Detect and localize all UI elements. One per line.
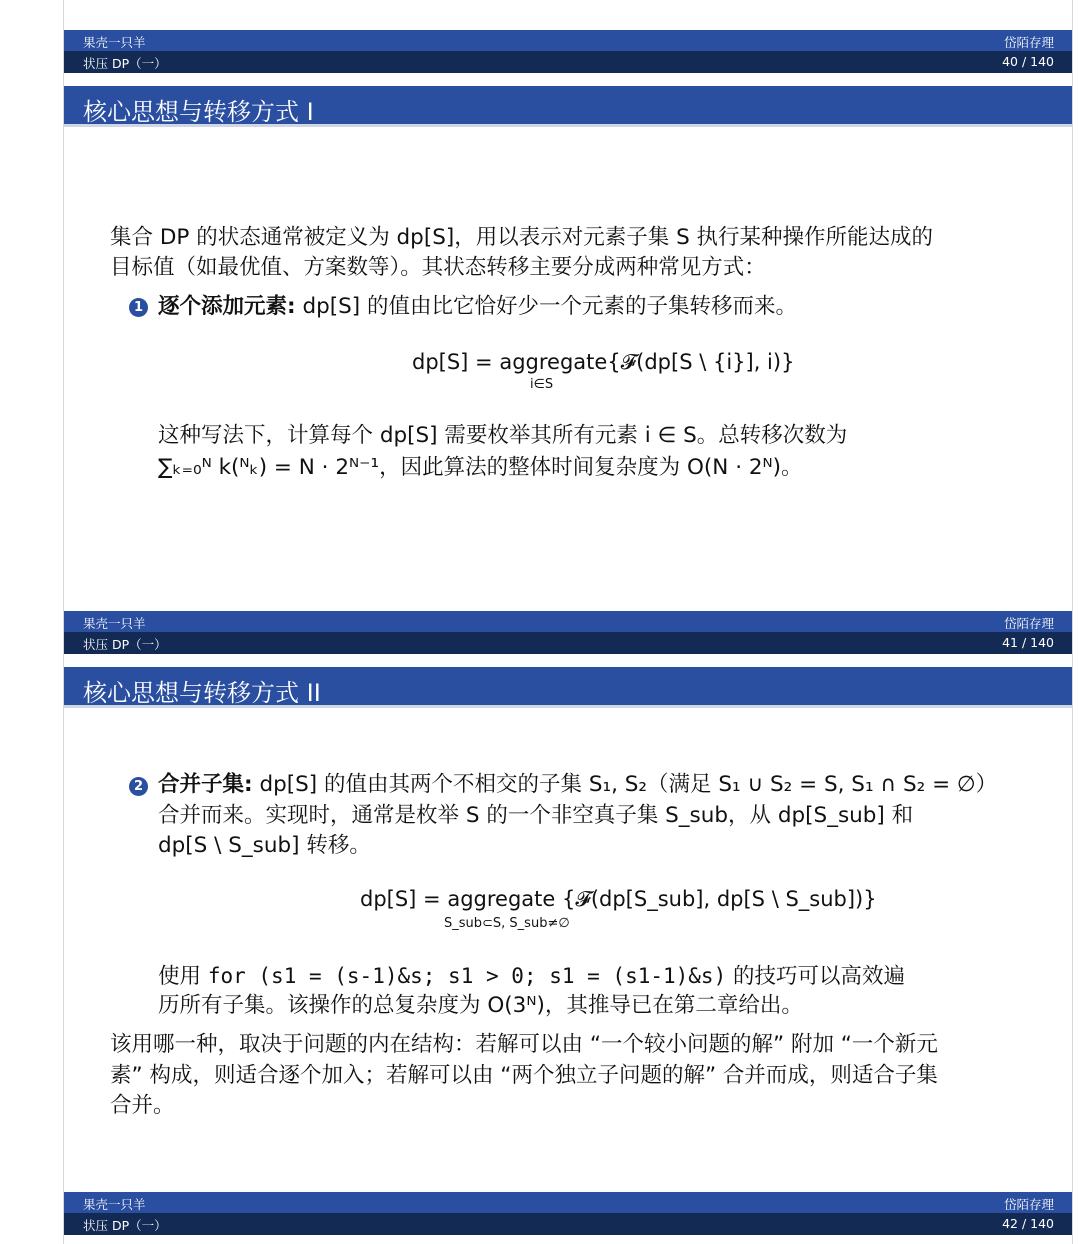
- footer-author: 果壳一只羊: [83, 616, 146, 631]
- footer-section: 状压 DP（一）: [83, 637, 167, 652]
- loop-code: for (s1 = (s-1)&s; s1 > 0; s1 = (s1-1)&s): [207, 964, 727, 988]
- body-line: 这种写法下，计算每个 dp[S] 需要枚举其所有元素 i ∈ S。总转移次数为: [158, 423, 848, 448]
- item-text-line: 合并而来。实现时，通常是枚举 S 的一个非空真子集 S_sub，从 dp[S_sub] 和: [158, 803, 914, 828]
- footer-course: 岱陌存理: [1003, 616, 1054, 631]
- item-text-line: dp[S \ S_sub] 转移。: [158, 833, 371, 858]
- item-number-badge: 1: [129, 298, 148, 317]
- loop-prefix: 使用: [158, 964, 208, 989]
- summary-line: 该用哪一种，取决于问题的内在结构：若解可以由 “一个较小问题的解” 附加 “一个新元: [110, 1032, 938, 1057]
- summary-line: 素” 构成，则适合逐个加入；若解可以由 “两个独立子问题的解” 合并而成，则适合子集: [110, 1063, 938, 1088]
- slide-title-bar: [64, 86, 1072, 127]
- item-text: [158, 292, 797, 322]
- slide-title: 核心思想与转移方式 II: [83, 679, 321, 707]
- loop-suffix: 的技巧可以高效遍: [726, 964, 906, 989]
- loop-line: 历所有子集。该操作的总复杂度为 O(3ᴺ)，其推导已在第二章给出。: [158, 993, 803, 1018]
- equation-subscript: S_sub⊂S, S_sub≠∅: [444, 916, 570, 931]
- loop-line: [158, 961, 905, 992]
- item-description: dp[S] 的值由比它恰好少一个元素的子集转移而来。: [295, 294, 797, 319]
- item-number-badge: 2: [129, 777, 148, 796]
- footer-page-number: 42 / 140: [1002, 1216, 1054, 1231]
- footer-course: 岱陌存理: [1003, 35, 1054, 50]
- footer-author: 果壳一只羊: [83, 1197, 146, 1212]
- slide-footer: [64, 1192, 1072, 1235]
- footer-section: 状压 DP（一）: [83, 1218, 167, 1233]
- item-text: [158, 770, 997, 800]
- slide-footer: [64, 30, 1072, 73]
- equation-subscript: i∈S: [530, 377, 554, 392]
- equation: dp[S] = aggregate {𝓕(dp[S_sub], dp[S \ S_sub])}: [360, 887, 877, 911]
- slide-title-bar: [64, 667, 1072, 708]
- item-heading: 合并子集:: [158, 772, 253, 797]
- item-description: dp[S] 的值由其两个不相交的子集 S₁, S₂（满足 S₁ ∪ S₂ = S, S₁ ∩ S₂ = ∅）: [252, 772, 998, 797]
- slide-title: 核心思想与转移方式 I: [83, 98, 314, 126]
- footer-page-number: 40 / 140: [1002, 54, 1054, 69]
- item-heading: 逐个添加元素:: [158, 294, 296, 319]
- summary-line: 合并。: [110, 1093, 175, 1118]
- equation: dp[S] = aggregate{𝓕(dp[S \ {i}], i)}: [412, 350, 795, 374]
- intro-line: 目标值（如最优值、方案数等）。其状态转移主要分成两种常见方式：: [110, 255, 766, 280]
- intro-line: 集合 DP 的状态通常被定义为 dp[S]，用以表示对元素子集 S 执行某种操作所能达成的: [110, 225, 934, 250]
- footer-course: 岱陌存理: [1003, 1197, 1054, 1212]
- footer-page-number: 41 / 140: [1002, 635, 1054, 650]
- slide-footer: [64, 611, 1072, 654]
- body-line: ∑ₖ₌₀ᴺ k(ᴺₖ) = N · 2ᴺ⁻¹，因此算法的整体时间复杂度为 O(N · 2ᴺ)。: [158, 455, 803, 480]
- footer-section: 状压 DP（一）: [83, 56, 167, 71]
- footer-author: 果壳一只羊: [83, 35, 146, 50]
